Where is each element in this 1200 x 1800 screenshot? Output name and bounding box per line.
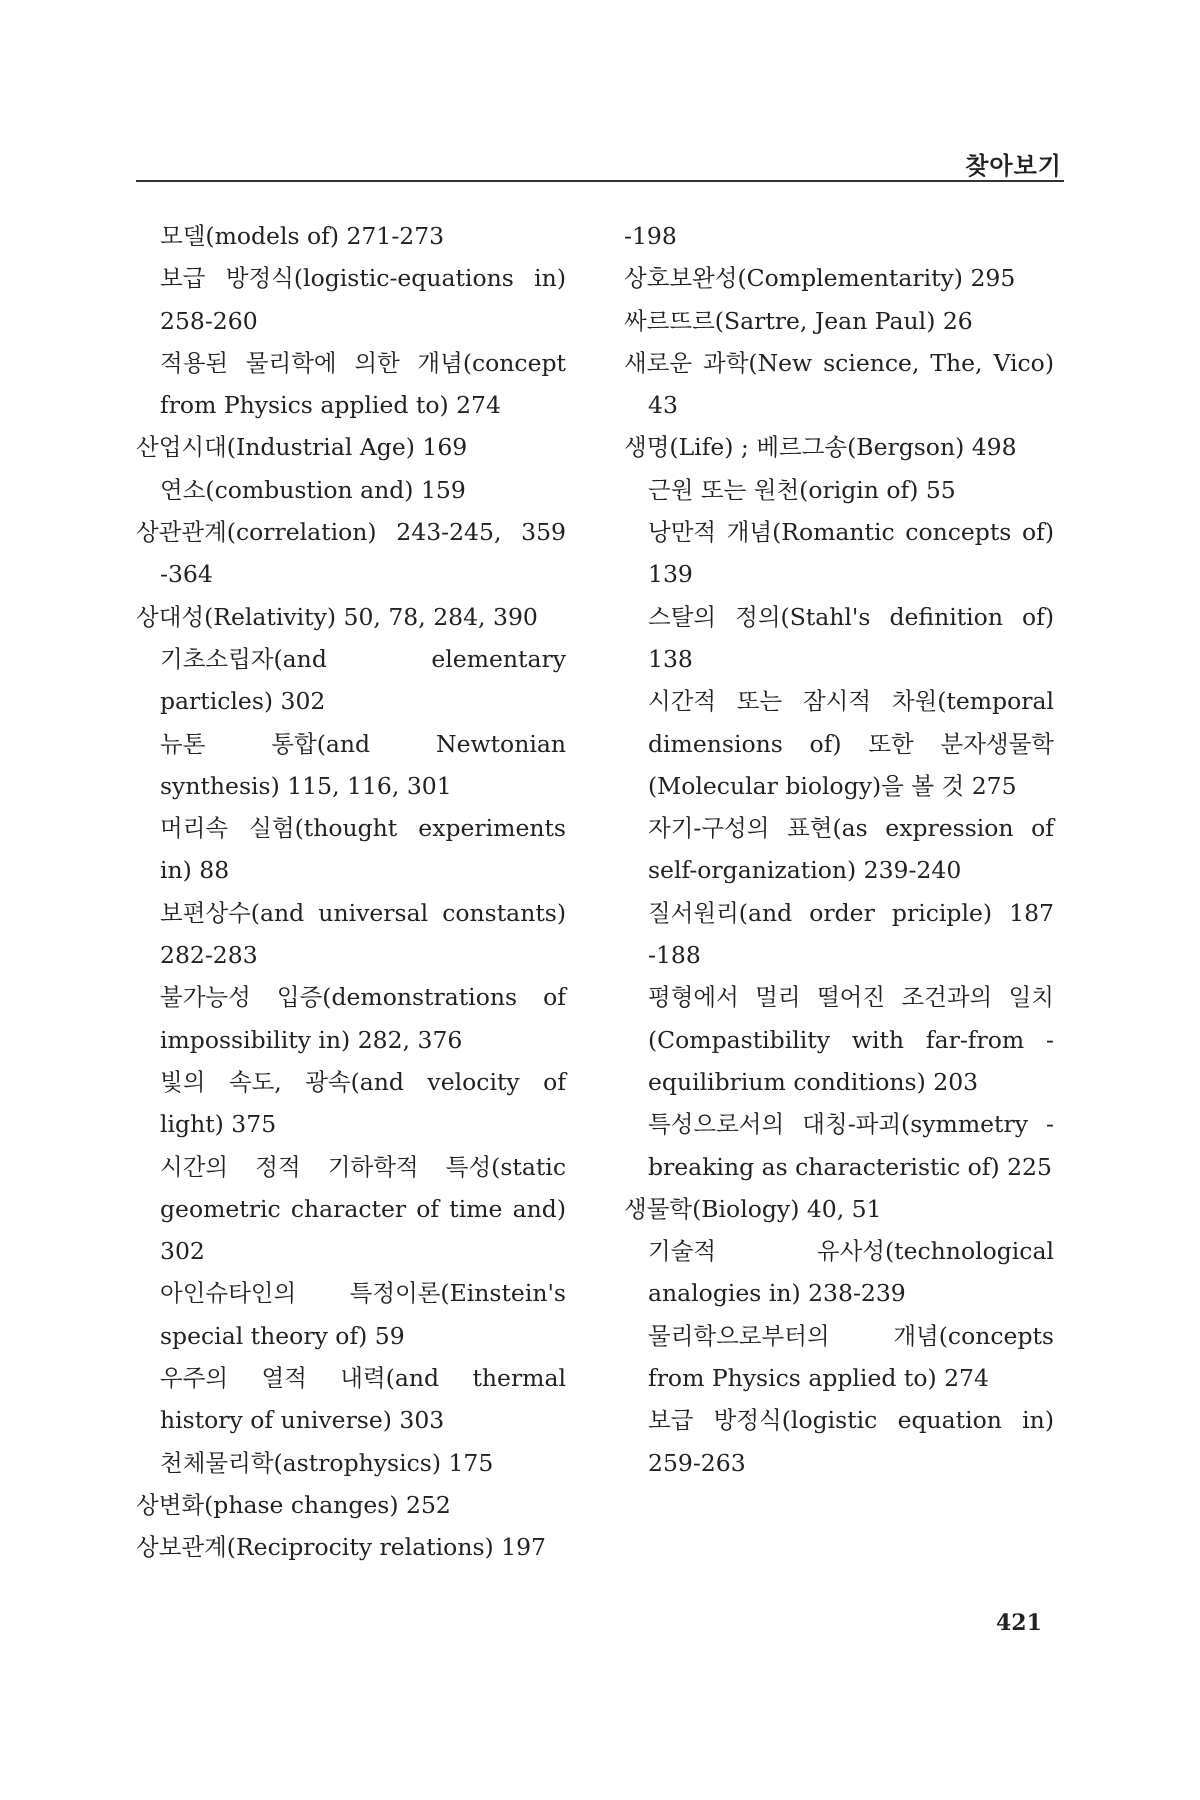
index-entry: 생명(Life) ; 베르그송(Bergson) 498 xyxy=(624,433,1017,462)
index-entry: 머리속 실험(thought experiments in) 88 xyxy=(160,814,566,885)
index-entry: 상대성(Relativity) 50, 78, 284, 390 xyxy=(136,602,538,631)
index-entry: 질서원리(and order priciple) 187 -188 xyxy=(648,898,1054,970)
index-entry: 아인슈타인의 특정이론(Einstein's special theory of) 59 xyxy=(160,1279,566,1350)
index-entry: 기술적 유사성(technological analogies in) 238-239 xyxy=(648,1237,1054,1308)
index-entry: 상관관계(correlation) 243-245, 359 -364 xyxy=(136,518,566,589)
index-entry: 근원 또는 원천(origin of) 55 xyxy=(648,475,956,504)
index-entry: 특성으로서의 대칭-파괴(symmetry -breaking as characteristic of) 225 xyxy=(648,1110,1054,1181)
index-entry: 우주의 열적 내력(and thermal history of universe) 303 xyxy=(160,1364,566,1435)
index-entry: 물리학으로부터의 개념(concepts from Physics applied to) 274 xyxy=(648,1321,1054,1393)
index-entry: 적용된 물리학에 의한 개념(concept from Physics applied to) 274 xyxy=(160,348,566,420)
index-entry: 생물학(Biology) 40, 51 xyxy=(624,1194,882,1223)
index-entry: 시간적 또는 잠시적 차원(temporal dimensions of) 또한 분자생물학 (Molecular biology)을 볼 것 275 xyxy=(648,687,1054,800)
index-entry: 보급 방정식(logistic equation in) 259-263 xyxy=(648,1406,1054,1477)
header-rule xyxy=(136,180,1064,182)
index-entry: 자기-구성의 표현(as expression of self-organization) 239-240 xyxy=(648,814,1054,885)
index-entry: 싸르뜨르(Sartre, Jean Paul) 26 xyxy=(624,306,973,335)
index-entry: 뉴톤 통합(and Newtonian synthesis) 115, 116, 301 xyxy=(160,729,566,800)
index-entry: 상변화(phase changes) 252 xyxy=(136,1490,451,1519)
index-entry: 상호보완성(Complementarity) 295 xyxy=(624,264,1016,293)
index-entry: 보급 방정식(logistic-equations in) 258-260 xyxy=(160,264,566,335)
index-entry: 스탈의 정의(Stahl's definition of) 138 xyxy=(648,602,1054,673)
index-entry: 불가능성 입증(demonstrations of impossibility in) 282, 376 xyxy=(160,983,566,1054)
index-entry: 시간의 정적 기하학적 특성(static geometric character of time and) 302 xyxy=(160,1152,566,1266)
index-entry: 평형에서 멀리 떨어진 조건과의 일치 (Compastibility with far-from -equilibrium conditions) 203 xyxy=(648,983,1054,1096)
index-entry: 모델(models of) 271-273 xyxy=(160,222,445,250)
index-column-right xyxy=(624,215,1054,1484)
index-entry: -198 xyxy=(624,222,677,250)
index-entry: 낭만적 개념(Romantic concepts of) 139 xyxy=(648,518,1054,589)
index-entry: 기초소립자(and elementary particles) 302 xyxy=(160,644,566,716)
page-number: 421 xyxy=(996,1610,1042,1636)
index-entry: 천체물리학(astrophysics) 175 xyxy=(160,1448,494,1477)
index-entry: 빛의 속도, 광속(and velocity of light) 375 xyxy=(160,1067,566,1139)
index-entry: 산업시대(Industrial Age) 169 xyxy=(136,433,468,462)
running-head: 찾아보기 xyxy=(965,152,1062,180)
index-entry: 새로운 과학(New science, The, Vico) 43 xyxy=(624,348,1054,420)
index-entry: 연소(combustion and) 159 xyxy=(160,475,466,504)
index-entry: 보편상수(and universal constants) 282-283 xyxy=(160,898,566,970)
index-entry: 상보관계(Reciprocity relations) 197 xyxy=(136,1533,547,1562)
index-column-left xyxy=(136,215,566,1569)
